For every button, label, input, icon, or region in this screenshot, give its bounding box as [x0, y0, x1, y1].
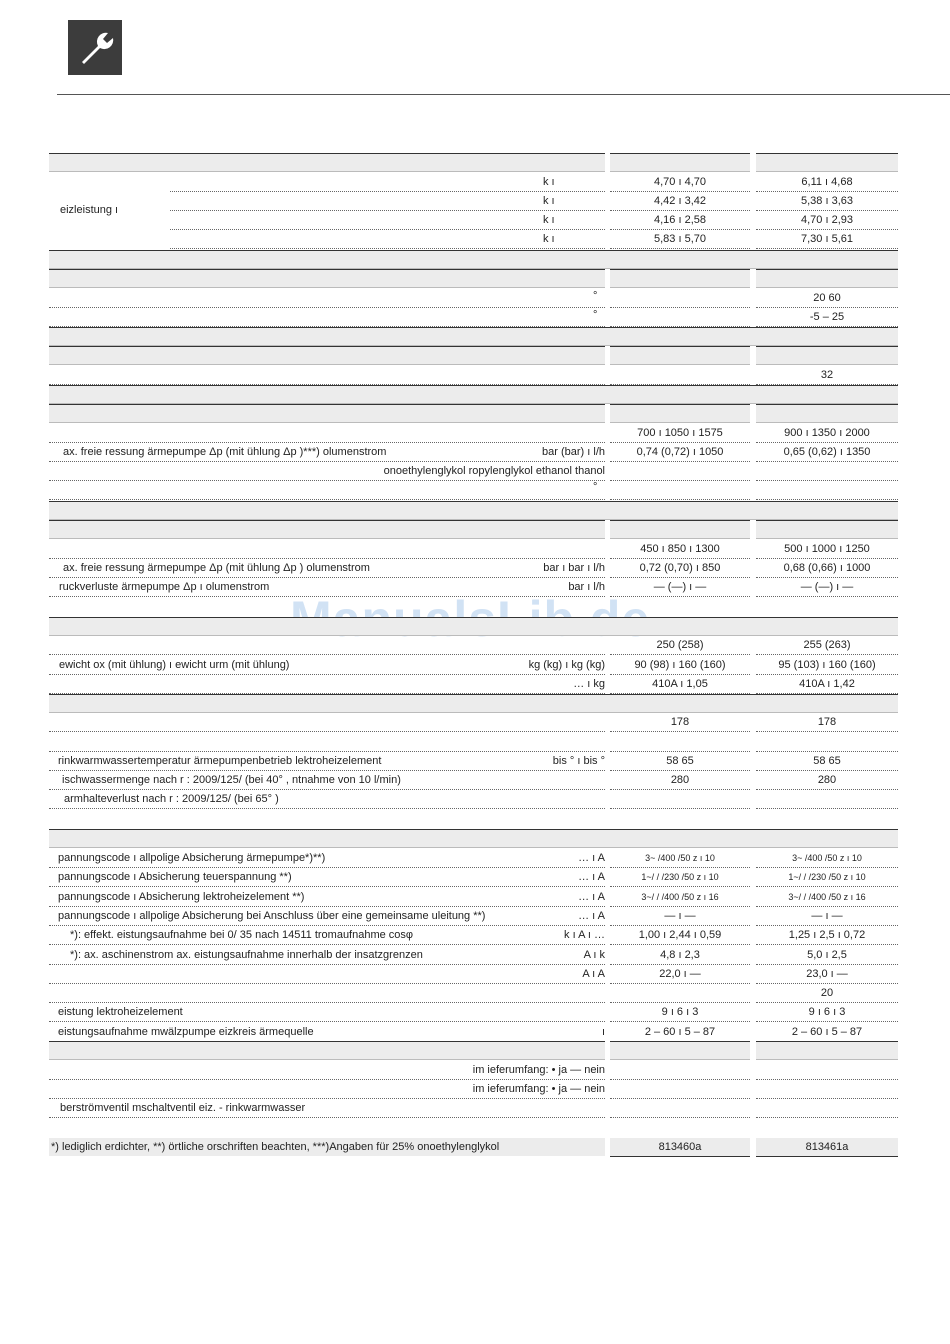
table-row: [170, 173, 605, 192]
unit-label: bar (bar) ı l/h: [542, 446, 605, 458]
value-cell: 3~/ / /400 /50 z ı 16: [641, 892, 719, 902]
table-row: [610, 289, 750, 308]
valve-label: berströmventil mschaltventil eiz. - rinkwarmwasser: [60, 1102, 306, 1114]
value-cell: 2 – 60 ı 5 – 87: [791, 1026, 863, 1038]
row-label: pannungscode ı Absicherung teuerspannung **): [58, 871, 292, 883]
unit-label: … ı A: [578, 891, 605, 903]
row-label: ruckverluste ärmepumpe Δp ı olumenstrom: [59, 581, 270, 593]
table-row: [610, 984, 750, 1003]
table-row: [49, 481, 605, 500]
value-cell: 5,83 ı 5,70: [654, 233, 706, 245]
value-cell: 3~ /400 /50 z ı 10: [645, 853, 715, 863]
table-row: [610, 366, 750, 385]
doc-number: 813460a: [658, 1141, 702, 1153]
value-cell: 2 – 60 ı 5 – 87: [644, 1026, 716, 1038]
value-cell: 280: [817, 774, 837, 786]
value-cell: 58 65: [666, 755, 694, 767]
unit-label: … ı kg: [573, 678, 605, 690]
table-row: [49, 965, 605, 984]
table-row: [610, 481, 750, 500]
section-header: [610, 1041, 750, 1060]
section-header: [756, 1041, 898, 1060]
value-cell: 250 (258): [656, 639, 704, 651]
header-rule: [57, 94, 950, 95]
table-row: [170, 192, 605, 211]
row-label: pannungscode ı Absicherung lektroheizelement **): [58, 891, 305, 903]
table-row: [610, 790, 750, 809]
row-label: armhalteverlust nach r : 2009/125/ (bei 65° ): [64, 793, 279, 805]
table-row: [49, 289, 605, 308]
value-cell: 700 ı 1050 ı 1575: [637, 427, 723, 439]
value-cell: 22,0 ı —: [659, 968, 701, 980]
section-header: [49, 1041, 605, 1060]
table-row: [610, 462, 750, 481]
section-header: [49, 346, 605, 365]
unit-label: A ı k: [583, 949, 605, 961]
value-cell: 500 ı 1000 ı 1250: [784, 543, 870, 555]
value-cell: 3~/ / /400 /50 z ı 16: [788, 892, 866, 902]
section-header: [49, 404, 605, 423]
unit-label: k ı: [543, 195, 555, 207]
value-cell: 178: [670, 716, 690, 728]
glycol-options: onoethylenglykol ropylenglykol ethanol thanol: [383, 465, 605, 477]
value-cell: 6,11 ı 4,68: [801, 176, 853, 188]
table-row: [610, 1061, 750, 1080]
row-label: pannungscode ı allpolige Absicherung ärmepumpe*)**): [58, 852, 326, 864]
value-cell: 95 (103) ı 160 (160): [778, 659, 876, 671]
value-cell: 4,70 ı 2,93: [801, 214, 853, 226]
section-header: [49, 501, 898, 520]
value-cell: 1,25 ı 2,5 ı 0,72: [788, 929, 866, 941]
value-cell: 900 ı 1350 ı 2000: [784, 427, 870, 439]
table-row: [49, 424, 605, 443]
section-header: [756, 404, 898, 423]
row-label: eistungsaufnahme mwälzpumpe eizkreis ärmequelle: [58, 1026, 314, 1038]
section-header: [610, 346, 750, 365]
table-row: [49, 675, 605, 694]
value-cell: 23,0 ı —: [806, 968, 848, 980]
section-header: [49, 520, 605, 539]
row-label: pannungscode ı allpolige Absicherung bei Anschluss über eine gemeinsame uleitung **): [58, 910, 486, 922]
value-cell: 0,74 (0,72) ı 1050: [636, 446, 724, 458]
unit-label: bar ı l/h: [568, 581, 605, 593]
row-label: ax. freie ressung ärmepumpe Δp (mit ühlung Δp ) olumenstrom: [63, 562, 370, 574]
unit-label: bis ° ı bis °: [552, 755, 605, 767]
unit-label: kg (kg) ı kg (kg): [528, 659, 605, 671]
value-cell: 32: [820, 369, 834, 381]
section-header: [49, 385, 898, 404]
value-cell: 20 60: [813, 292, 841, 304]
value-cell: 1,00 ı 2,44 ı 0,59: [638, 929, 722, 941]
value-cell: 0,65 (0,62) ı 1350: [783, 446, 871, 458]
unit-label: °: [593, 481, 598, 493]
value-cell: -5 – 25: [809, 311, 845, 323]
value-cell: 9 ı 6 ı 3: [808, 1006, 846, 1018]
section-header: [49, 694, 898, 713]
table-row: [49, 308, 605, 327]
table-row: [49, 366, 605, 385]
value-cell: — (—) ı —: [800, 581, 854, 593]
value-cell: 3~ /400 /50 z ı 10: [792, 853, 862, 863]
unit-label: °: [593, 309, 598, 321]
value-cell: 410A ı 1,42: [799, 678, 855, 690]
table-row: [49, 636, 605, 655]
table-row: [610, 308, 750, 327]
heizleistung-label: eizleistung ı: [60, 204, 119, 216]
value-cell: 280: [670, 774, 690, 786]
section-header: [49, 617, 898, 636]
section-header: [49, 250, 898, 269]
unit-label: … ı A: [578, 871, 605, 883]
value-cell: 4,42 ı 3,42: [654, 195, 706, 207]
row-label: eistung lektroheizelement: [58, 1006, 183, 1018]
table-row: [170, 230, 605, 249]
table-row: [756, 733, 898, 752]
scope-label: im ieferumfang: • ja — nein: [472, 1064, 605, 1076]
value-cell: 4,16 ı 2,58: [654, 214, 706, 226]
section-header: [610, 520, 750, 539]
table-row: [756, 1099, 898, 1118]
section-header: [610, 404, 750, 423]
unit-label: … ı A: [578, 852, 605, 864]
value-cell: 20: [820, 987, 834, 999]
value-cell: 178: [817, 716, 837, 728]
scope-label: im ieferumfang: • ja — nein: [472, 1083, 605, 1095]
row-label: ax. freie ressung ärmepumpe Δp (mit ühlung Δp )***) olumenstrom: [63, 446, 387, 458]
table-row: [756, 1061, 898, 1080]
row-label: ischwassermenge nach r : 2009/125/ (bei 40° , ntnahme von 10 l/min): [62, 774, 401, 786]
value-cell: 410A ı 1,05: [652, 678, 708, 690]
unit-label: k ı: [543, 176, 555, 188]
value-cell: 5,0 ı 2,5: [807, 949, 847, 961]
value-cell: — ı —: [664, 910, 696, 922]
unit-label: °: [593, 290, 598, 302]
value-cell: 0,68 (0,66) ı 1000: [783, 562, 871, 574]
value-cell: — (—) ı —: [653, 581, 707, 593]
table-row: [49, 984, 605, 1003]
section-header: [756, 153, 898, 172]
doc-number: 813461a: [805, 1141, 849, 1153]
table-row: [49, 713, 605, 732]
value-cell: 5,38 ı 3,63: [801, 195, 853, 207]
table-row: [756, 1080, 898, 1099]
section-header: [610, 153, 750, 172]
value-cell: — ı —: [811, 910, 843, 922]
value-cell: 1~/ / /230 /50 z ı 10: [641, 872, 719, 882]
table-row: [610, 1099, 750, 1118]
table-row: [756, 462, 898, 481]
row-label: ewicht ox (mit ühlung) ı ewicht urm (mit ühlung): [59, 659, 290, 671]
section-header: [756, 520, 898, 539]
value-cell: 58 65: [813, 755, 841, 767]
table-row: [610, 733, 750, 752]
table-row: [49, 540, 605, 559]
section-header: [756, 346, 898, 365]
value-cell: 90 (98) ı 160 (160): [634, 659, 726, 671]
section-header: [49, 153, 605, 172]
unit-label: k ı: [543, 214, 555, 226]
unit-label: A ı A: [582, 968, 605, 980]
unit-label: ı: [601, 1026, 605, 1038]
table-row: [756, 481, 898, 500]
table-row: [49, 733, 605, 752]
table-row: [610, 1080, 750, 1099]
value-cell: 9 ı 6 ı 3: [661, 1006, 699, 1018]
value-cell: 7,30 ı 5,61: [801, 233, 853, 245]
table-row: [756, 790, 898, 809]
row-label: rinkwarmwassertemperatur ärmepumpenbetrieb lektroheizelement: [58, 755, 382, 767]
value-cell: 255 (263): [803, 639, 851, 651]
section-header: [49, 829, 898, 848]
row-label: *): ax. aschinenstrom ax. eistungsaufnahme innerhalb der insatzgrenzen: [70, 949, 423, 961]
unit-label: … ı A: [578, 910, 605, 922]
section-header: [756, 269, 898, 288]
footer-note: *) lediglich erdichter, **) örtliche orschriften beachten, ***)Angaben für 25% onoethylenglykol: [51, 1141, 500, 1153]
section-header: [610, 269, 750, 288]
value-cell: 0,72 (0,70) ı 850: [639, 562, 721, 574]
wrench-icon: [68, 20, 122, 75]
table-row: [170, 211, 605, 230]
value-cell: 4,70 ı 4,70: [654, 176, 706, 188]
unit-label: bar ı bar ı l/h: [543, 562, 605, 574]
section-header: [49, 269, 605, 288]
unit-label: k ı: [543, 233, 555, 245]
unit-label: k ı A ı …: [564, 929, 605, 941]
row-label: *): effekt. eistungsaufnahme bei 0/ 35 nach 14511 tromaufnahme cosφ: [70, 929, 414, 941]
value-cell: 1~/ / /230 /50 z ı 10: [788, 872, 866, 882]
section-header: [49, 327, 898, 346]
value-cell: 450 ı 850 ı 1300: [640, 543, 720, 555]
value-cell: 4,8 ı 2,3: [660, 949, 700, 961]
